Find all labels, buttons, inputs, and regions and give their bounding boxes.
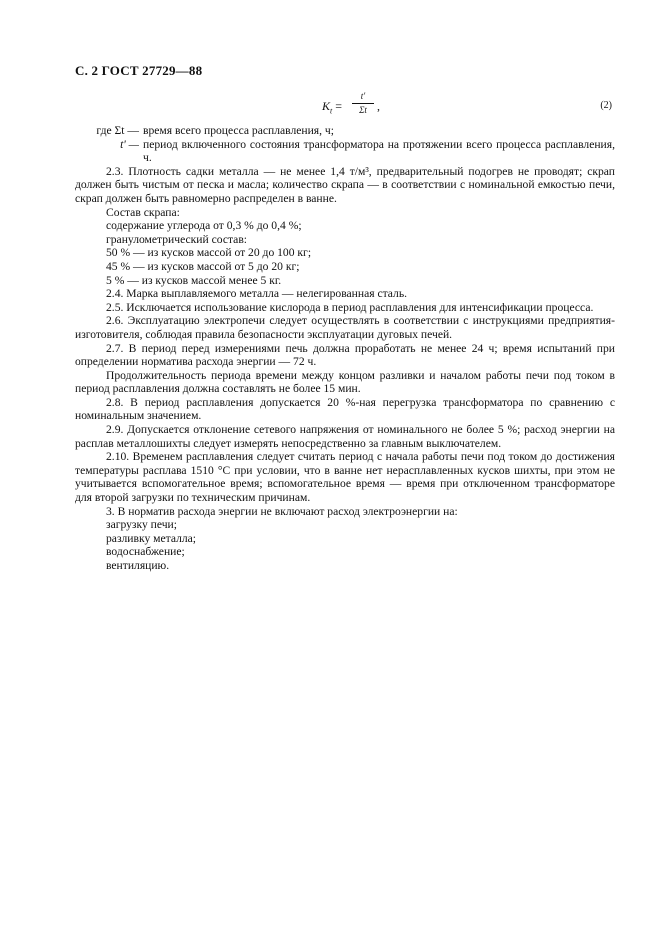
- fraction-bar: [352, 103, 374, 104]
- formula-fraction: [352, 91, 374, 116]
- paragraph-3: 3. В норматив расхода энергии не включают расход электроэнергии на:: [106, 504, 458, 518]
- where-item-1: [75, 124, 615, 138]
- paragraph-2-9: 2.9. Допускается отклонение сетевого напряжения от номинального не более 5 %; расход энергии на расплав металлошихты следует измерять непосредственно за главным выключателем.: [75, 423, 615, 450]
- paragraph-2-10: 2.10. Временем расплавления следует считать период с начала работы печи под током до достижения температуры расплава 1510 °С при условии, что в ванне нет нерасплавленных кусков шихты, при этом не учитывается вспомогательное время; вспомогательное время — время при отключенном трансформаторе для второй загрузки по техническим причинам.: [75, 450, 615, 505]
- equation-number: (2): [600, 100, 612, 111]
- formula-numerator: t': [360, 91, 366, 101]
- document-body: [75, 124, 615, 573]
- granulometry-item: 45 % — из кусков массой от 5 до 20 кг;: [106, 259, 300, 273]
- carbon-content: содержание углерода от 0,3 % до 0,4 %;: [106, 219, 302, 233]
- where-text: период включенного состояния трансформатора на протяжении всего процесса расплавления, ч.: [143, 137, 615, 165]
- paragraph-2-5: 2.5. Исключается использование кислорода в период расплавления для интенсификации процесса.: [106, 300, 594, 314]
- granulometry-title: гранулометрический состав:: [106, 232, 248, 246]
- paragraph-2-7: 2.7. В период перед измерениями печь должна проработать не менее 24 ч; время испытаний при определении норматива расхода энергии — 72 ч.: [75, 341, 615, 369]
- paragraph-2-6: 2.6. Эксплуатацию электропечи следует осуществлять в соответствии с инструкциями предприятия-изготовителя, соблюдая правила безопасности эксплуатации дуговых печей.: [75, 314, 615, 341]
- granulometry-item: 50 % — из кусков массой от 20 до 100 кг;: [106, 246, 312, 260]
- formula-lhs: $K_t$ =: [322, 99, 343, 116]
- paragraph-2-7-continued: Продолжительность периода времени между концом разливки и началом работы печи под током в период расплавления должна составлять не более 15 мин.: [75, 368, 615, 396]
- list-item: водоснабжение;: [106, 545, 185, 559]
- paragraph-2-4: 2.4. Марка выплавляемого металла — нелегированная сталь.: [106, 287, 408, 301]
- where-label: где Σt —: [96, 124, 139, 137]
- where-label: t' —: [120, 137, 139, 151]
- formula-denominator: Σt: [359, 105, 367, 115]
- paragraph-2-3: 2.3. Плотность садки металла — не менее 1,4 т/м³, предварительный подогрев не проводят; скрап должен быть чистым от песка и масла; количество скрапа — в соответствии с номинальной емкостью печи, скрап должен быть равномерно распределен в ванне.: [75, 164, 615, 205]
- formula-comma: ,: [377, 99, 380, 113]
- scrap-title: Состав скрапа:: [106, 205, 180, 219]
- list-item: вентиляцию.: [106, 559, 170, 572]
- where-text: время всего процесса расплавления, ч;: [143, 124, 334, 137]
- where-item-2: [75, 138, 615, 165]
- list-item: разливку металла;: [106, 531, 197, 545]
- list-item: загрузку печи;: [106, 518, 177, 532]
- page-header: С. 2 ГОСТ 27729—88: [75, 63, 203, 78]
- paragraph-2-8: 2.8. В период расплавления допускается 20 %-ная перегрузка трансформатора по сравнению с номинальным значением.: [75, 395, 615, 423]
- granulometry-item: 5 % — из кусков массой менее 5 кг.: [106, 273, 282, 287]
